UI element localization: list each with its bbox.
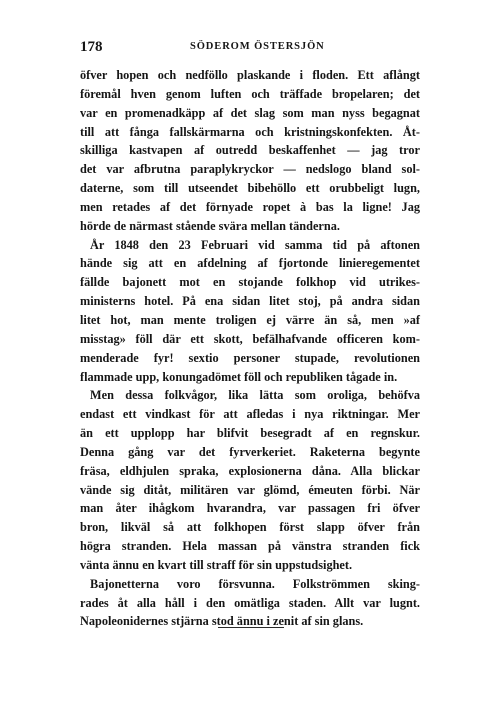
text-line: fällde bajonett mot en stojande folkhop vid utrikes- [80, 275, 420, 290]
text-line: vänta ännu en kvart till straff för sin uppstudsighet. [80, 557, 353, 572]
text-line: menderade fyr! sextio personer stupade, revolutionen [80, 350, 420, 365]
paragraph-first-line: Bajonetterna voro försvunna. Folkströmmen sking- [90, 576, 420, 591]
paragraph-first-line: Men dessa folkvågor, lika lätta som oroliga, behöfva [90, 388, 420, 403]
text-line: man åter ihågkom hvarandra, var passagen fri öfver [80, 501, 420, 516]
text-line: Denna gång var det fyrverkeriet. Raketerna begynte [80, 444, 420, 459]
text-line: hörde de närmast stående svära mellan tänderna. [80, 218, 340, 233]
paragraph-first-line: År 1848 den 23 Februari vid samma tid på aftonen [90, 237, 420, 252]
body-text [80, 66, 420, 631]
text-line: Napoleonidernes stjärna stod ännu i zenit af sin glans. [80, 614, 364, 629]
section-divider [218, 627, 284, 628]
page-number: 178 [80, 39, 103, 55]
text-line: men retades af det förnyade ropet à bas la ligne! Jag [80, 199, 420, 214]
text-line: endast ett vindkast för att afledas i nya riktningar. Mer [80, 407, 420, 422]
text-line: var en promenadkäpp af det slag som man nyss begagnat [80, 105, 420, 120]
text-line: ministerns hotel. På ena sidan litet stoj, på andra sidan [80, 294, 420, 309]
text-line: hände sig att en afdelning af fjortonde linieregementet [80, 256, 420, 271]
text-line: det var afbrutna paraplykryckor — nedslogo bland sol- [80, 162, 420, 177]
text-line: skilliga kastvapen af outredd beskaffenhet — jag tror [80, 143, 420, 158]
text-line: bron, likväl så att folkhopen först slapp öfver från [80, 520, 420, 535]
text-line: öfver hopen och nedföllo plaskande i floden. Ett aflångt [80, 68, 420, 82]
text-line: än ett upplopp har blifvit besegradt af en regnskur. [80, 426, 420, 441]
text-line: daterne, som till utseendet bibehöllo ett orubbeligt lugn, [80, 181, 420, 196]
text-line: flammade upp, konungadömet föll och republiken tågade in. [80, 369, 398, 384]
text-line: till att fånga fallskärmarna och kristningskonfekten. Åt- [80, 124, 420, 139]
page-header [80, 38, 418, 56]
text-line: vände sig ditåt, militären var glömd, émeuten förbi. När [80, 482, 420, 497]
running-head: SÖDEROM ÖSTERSJÖN [190, 41, 325, 52]
text-line: fräsa, eldhjulen spraka, explosionerna dåna. Alla blickar [80, 463, 420, 478]
text-line: litet hot, man mente troligen ej värre än så, men »af [80, 312, 420, 327]
text-line: föremål hven genom luften och träffade bropelaren; det [80, 86, 420, 101]
text-line: rades åt alla håll i den omätliga staden. Allt var lugnt. [80, 595, 420, 610]
text-line: högra stranden. Hela massan på vänstra stranden fick [80, 539, 420, 554]
text-line: misstag» föll där ett skott, befälhafvande officeren kom- [80, 331, 420, 346]
